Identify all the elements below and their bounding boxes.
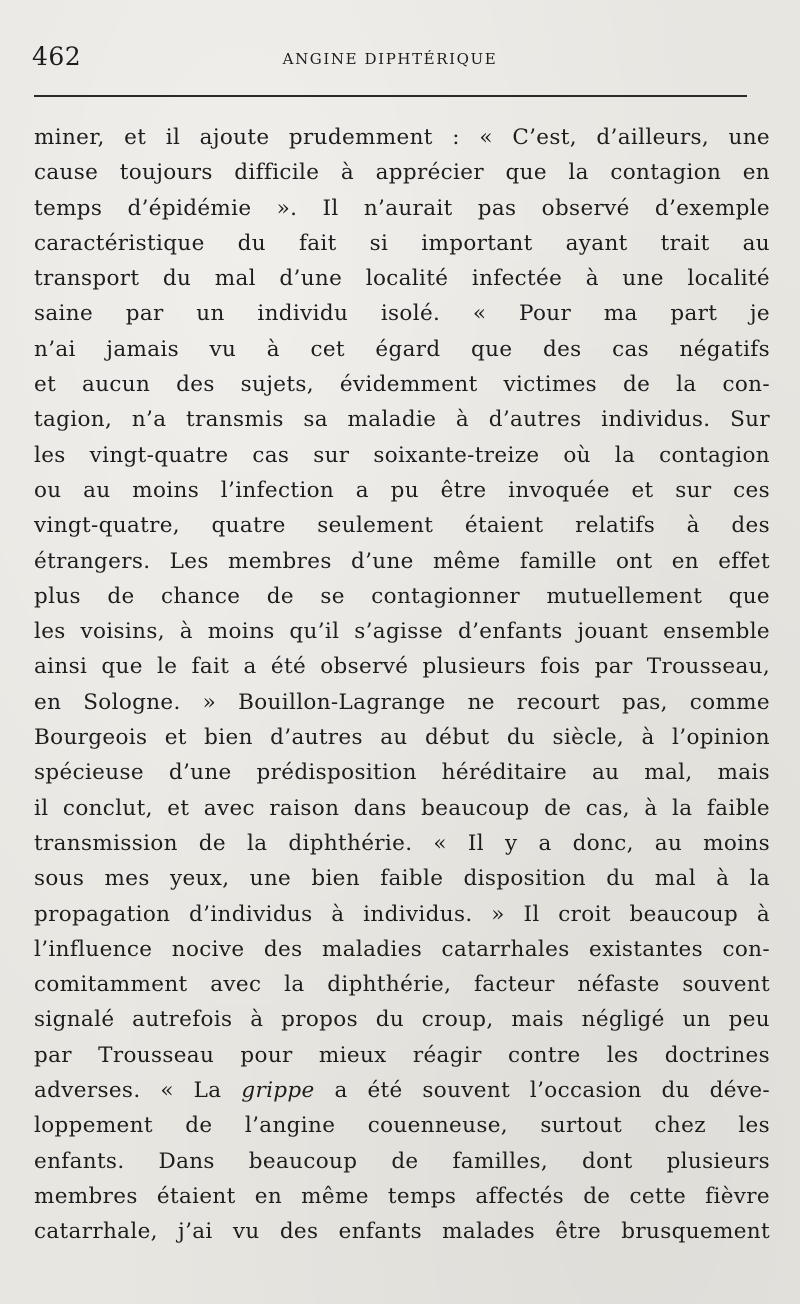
text-line: temps d’épidémie ». Il n’aurait pas observé d’exemple xyxy=(34,195,770,221)
text-line: transport du mal d’une localité infectée à une localité xyxy=(34,266,770,292)
text-line: ou au moins l’infection a pu être invoquée et sur ces xyxy=(34,477,770,503)
text-line-with-italic xyxy=(34,1073,770,1108)
running-title: ANGINE DIPHTÉRIQUE xyxy=(282,50,498,68)
text-line: et aucun des sujets, évidemment victimes de la con- xyxy=(34,372,770,398)
text-line: l’influence nocive des maladies catarrhales existantes con- xyxy=(34,936,770,962)
text-line: vingt-quatre, quatre seulement étaient relatifs à des xyxy=(34,513,770,539)
text-line: étrangers. Les membres d’une même famille ont en effet xyxy=(34,548,770,574)
text-line: spécieuse d’une prédisposition héréditaire au mal, mais xyxy=(34,760,770,786)
page-number: 462 xyxy=(32,42,82,71)
text-line: catarrhale, j’ai vu des enfants malades être brusquement xyxy=(34,1219,770,1245)
text-segment: a été souvent l’occasion du déve- xyxy=(314,1078,771,1104)
text-line: saine par un individu isolé. « Pour ma part je xyxy=(34,301,770,327)
text-line: il conclut, et avec raison dans beaucoup de cas, à la faible xyxy=(34,795,770,821)
text-line: loppement de l’angine couenneuse, surtout chez les xyxy=(34,1113,770,1139)
text-segment: adverses. « La xyxy=(34,1078,242,1104)
text-line: signalé autrefois à propos du croup, mais négligé un peu xyxy=(34,1007,770,1033)
text-line: caractéristique du fait si important ayant trait au xyxy=(34,230,770,256)
body-text xyxy=(34,120,770,1250)
text-line: en Sologne. » Bouillon-Lagrange ne recourt pas, comme xyxy=(34,689,770,715)
text-line: comitamment avec la diphthérie, facteur néfaste souvent xyxy=(34,972,770,998)
text-line: cause toujours difficile à apprécier que la contagion en xyxy=(34,160,770,186)
text-line: plus de chance de se contagionner mutuellement que xyxy=(34,583,770,609)
text-line: Bourgeois et bien d’autres au début du siècle, à l’opinion xyxy=(34,725,770,751)
text-line: les voisins, à moins qu’il s’agisse d’enfants jouant ensemble xyxy=(34,619,770,645)
text-line: tagion, n’a transmis sa maladie à d’autres individus. Sur xyxy=(34,407,770,433)
text-line: n’ai jamais vu à cet égard que des cas négatifs xyxy=(34,336,770,362)
text-line: enfants. Dans beaucoup de familles, dont plusieurs xyxy=(34,1148,770,1174)
text-line: par Trousseau pour mieux réagir contre les doctrines xyxy=(34,1042,770,1068)
text-line: propagation d’individus à individus. » Il croit beaucoup à xyxy=(34,901,770,927)
text-line: transmission de la diphthérie. « Il y a donc, au moins xyxy=(34,830,770,856)
italic-word: grippe xyxy=(241,1078,315,1104)
text-line: ainsi que le fait a été observé plusieurs fois par Trousseau, xyxy=(34,654,770,680)
text-line: sous mes yeux, une bien faible disposition du mal à la xyxy=(34,866,770,892)
text-line: membres étaient en même temps affectés de cette fièvre xyxy=(34,1183,770,1209)
page-header xyxy=(32,38,748,78)
text-line: les vingt-quatre cas sur soixante-treize où la contagion xyxy=(34,442,770,468)
header-rule xyxy=(34,95,747,97)
text-line: miner, et il ajoute prudemment : « C’est, d’ailleurs, une xyxy=(34,125,770,150)
